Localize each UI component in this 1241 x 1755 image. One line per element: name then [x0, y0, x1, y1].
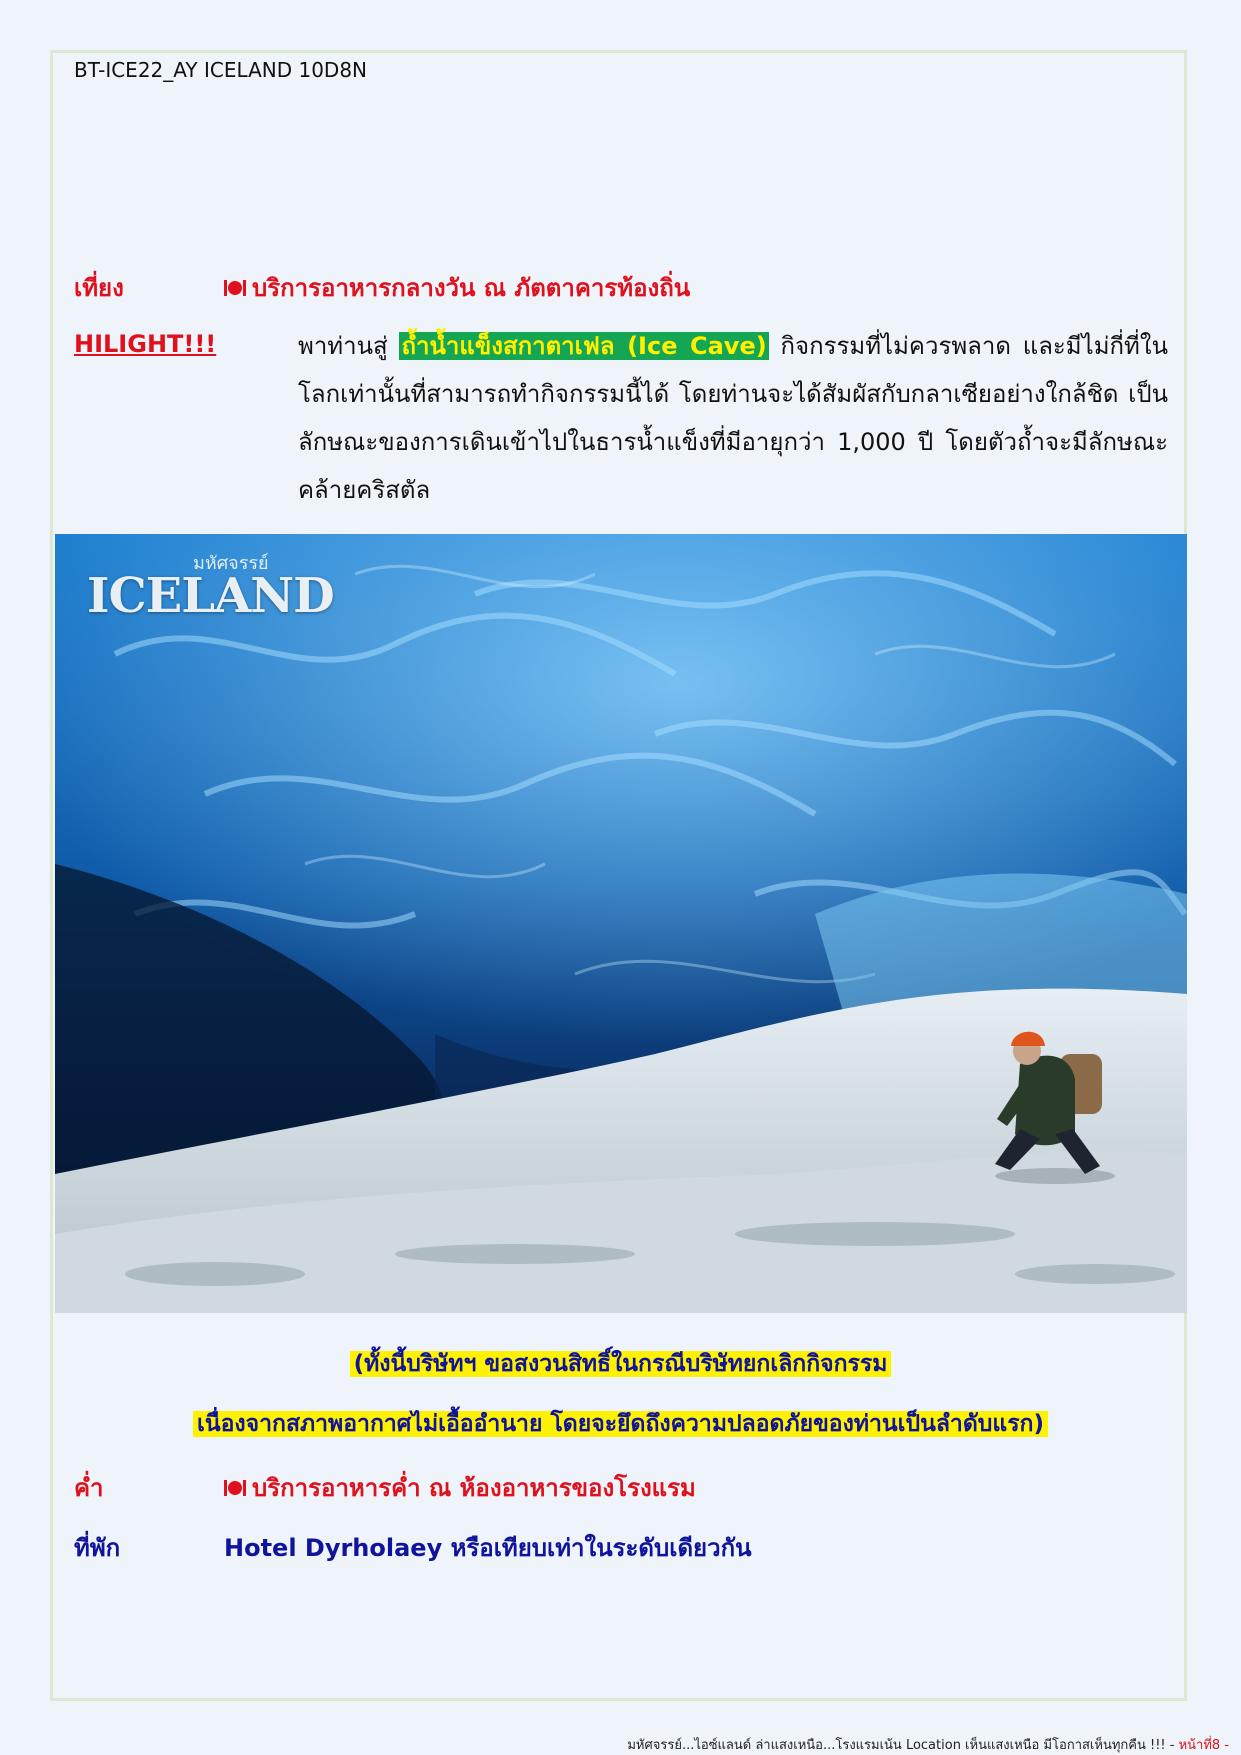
footer-tagline: มหัศจรรย์...ไอซ์แลนด์ ล่าแสงเหนือ...โรงแรมเน้น Location เห็นแสงเหนือ มีโอกาสเห็นทุกคืน !!! -	[627, 1738, 1179, 1753]
dining-icon	[224, 1480, 246, 1496]
hotel-text: Hotel Dyrholaey หรือเทียบเท่าในระดับเดียวกัน	[224, 1534, 752, 1562]
hilight-body-text: กิจกรรมที่ไม่ควรพลาด และมีไม่กี่ที่ในโลกเท่านั้นที่สามารถทำกิจกรรมนี้ได้ โดยท่านจะได้สัมผัสกับกลาเซียอย่างใกล้ชิด เป็นลักษณะของการเดินเข้าไปในธารน้ำแข็งที่มีอายุกว่า 1,000 ปี โดยตัวถ้ำจะมีลักษณะคล้ายคริสตัล	[298, 332, 1168, 504]
note-line-2	[0, 1406, 1241, 1442]
hilight-place: ถ้ำน้ำแข็งสกาตาเฟล (Ice Cave)	[401, 332, 767, 360]
lunch-label: เที่ยง	[74, 274, 124, 302]
lunch-text: บริการอาหารกลางวัน ณ ภัตตาคารท้องถิ่น	[252, 274, 691, 302]
ice-cave-illustration	[55, 534, 1187, 1313]
logo-title: ICELAND	[87, 568, 334, 624]
footer	[627, 1734, 1229, 1755]
hotel-label: ที่พัก	[74, 1534, 121, 1562]
dinner-line	[224, 1468, 696, 1507]
ice-cave-photo	[55, 534, 1187, 1313]
page-number: หน้าที่8 -	[1178, 1738, 1229, 1753]
dinner-label: ค่ำ	[74, 1474, 104, 1502]
dinner-text: บริการอาหารค่ำ ณ ห้องอาหารของโรงแรม	[252, 1474, 696, 1502]
hilight-paragraph	[298, 322, 1168, 514]
tour-code: BT-ICE22_AY ICELAND 10D8N	[74, 58, 368, 82]
dining-icon	[224, 280, 246, 296]
note-line-1	[0, 1346, 1241, 1382]
hilight-intro: พาท่านสู่	[298, 332, 400, 360]
lunch-line	[224, 268, 690, 307]
hilight-label: HILIGHT!!!	[74, 330, 217, 358]
logo-subtitle: มหัศจรรย์	[193, 553, 269, 574]
note-line-1-text: (ทั้งนี้บริษัทฯ ขอสงวนสิทธิ์ในกรณีบริษัทยกเลิกกิจกรรม	[350, 1351, 892, 1377]
note-line-2-text: เนื่องจากสภาพอากาศไม่เอื้ออำนาย โดยจะยึดถึงความปลอดภัยของท่านเป็นลำดับแรก)	[193, 1411, 1048, 1437]
